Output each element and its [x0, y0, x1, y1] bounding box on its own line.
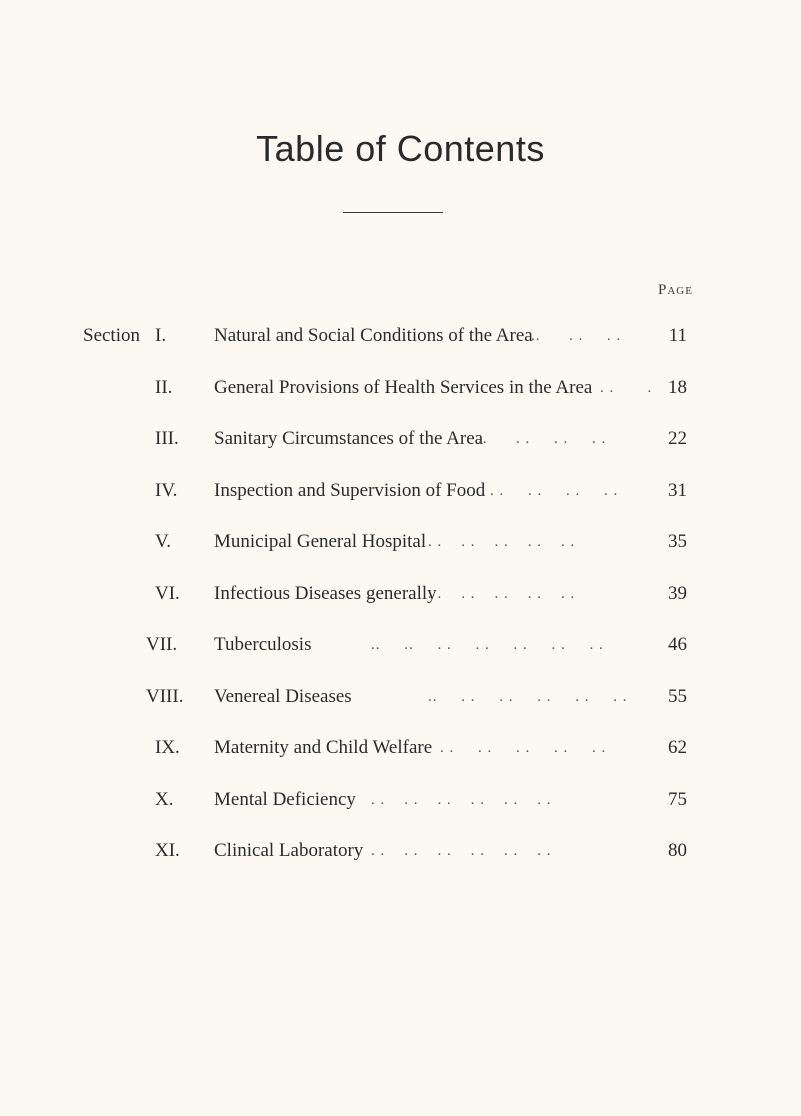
section-numeral: VIII. [146, 686, 184, 707]
dot-leader: . . . . . . . . [490, 483, 619, 499]
section-numeral: I. [155, 325, 167, 346]
section-numeral: II. [155, 377, 173, 398]
section-title: Sanitary Circumstances of the Area [214, 428, 484, 449]
page-number: 22 [668, 428, 687, 449]
section-numeral: VII. [146, 634, 178, 655]
page-number: 55 [668, 686, 687, 707]
toc-entry [0, 630, 801, 660]
section-title: Municipal General Hospital [214, 531, 427, 552]
page-number: 11 [668, 325, 687, 346]
dot-leader: . . . . . . . . . . . . [371, 792, 552, 808]
toc-entry [0, 476, 801, 506]
page-number: 80 [668, 840, 687, 861]
dot-leader: .. . . . . . . . . . . [428, 689, 628, 705]
page-number: 46 [668, 634, 687, 655]
section-title: Infectious Diseases generally [214, 583, 437, 604]
dot-leader: .. .. . . . . . . . . . . [371, 637, 604, 653]
section-numeral: V. [155, 531, 172, 552]
section-numeral: X. [155, 789, 174, 810]
toc-entry [0, 785, 801, 815]
toc-entry [0, 682, 801, 712]
dot-leader: . . . [600, 380, 653, 396]
toc-entry [0, 579, 801, 609]
page-number: 35 [668, 531, 687, 552]
section-title: Clinical Laboratory [214, 840, 364, 861]
dot-leader: . . . . . . . . . . . . [371, 843, 552, 859]
page-number: 31 [668, 480, 687, 501]
section-title: Mental Deficiency [214, 789, 356, 810]
section-label: Section [83, 325, 140, 346]
section-numeral: III. [155, 428, 179, 449]
dot-leader: . . . . . . . . . . [428, 534, 576, 550]
toc-entry [0, 836, 801, 866]
page-number: 39 [668, 583, 687, 604]
page-column-header: Page [658, 282, 693, 298]
dot-leader: .. . . . . . . [478, 431, 607, 447]
page-number: 18 [668, 377, 687, 398]
section-numeral: IV. [155, 480, 178, 501]
toc-entry [0, 527, 801, 557]
section-title: Maternity and Child Welfare [214, 737, 433, 758]
page-number: 62 [668, 737, 687, 758]
page-title: Table of Contents [256, 128, 545, 169]
dot-leader: .. . . . . [531, 328, 622, 344]
section-title: General Provisions of Health Services in the Area [214, 377, 593, 398]
section-title: Inspection and Supervision of Food [214, 480, 486, 501]
section-numeral: XI. [155, 840, 180, 861]
section-title: Venereal Diseases [214, 686, 352, 707]
dot-leader: . . . . . . . . . . [440, 740, 607, 756]
toc-entry [0, 373, 801, 403]
section-numeral: VI. [155, 583, 180, 604]
toc-entry [0, 321, 801, 351]
section-numeral: IX. [155, 737, 180, 758]
toc-entry [0, 424, 801, 454]
toc-entry [0, 733, 801, 763]
dot-leader: . . . . . . . . . . [428, 586, 576, 602]
section-title: Natural and Social Conditions of the Area [214, 325, 533, 346]
section-title: Tuberculosis [214, 634, 312, 655]
page-number: 75 [668, 789, 687, 810]
